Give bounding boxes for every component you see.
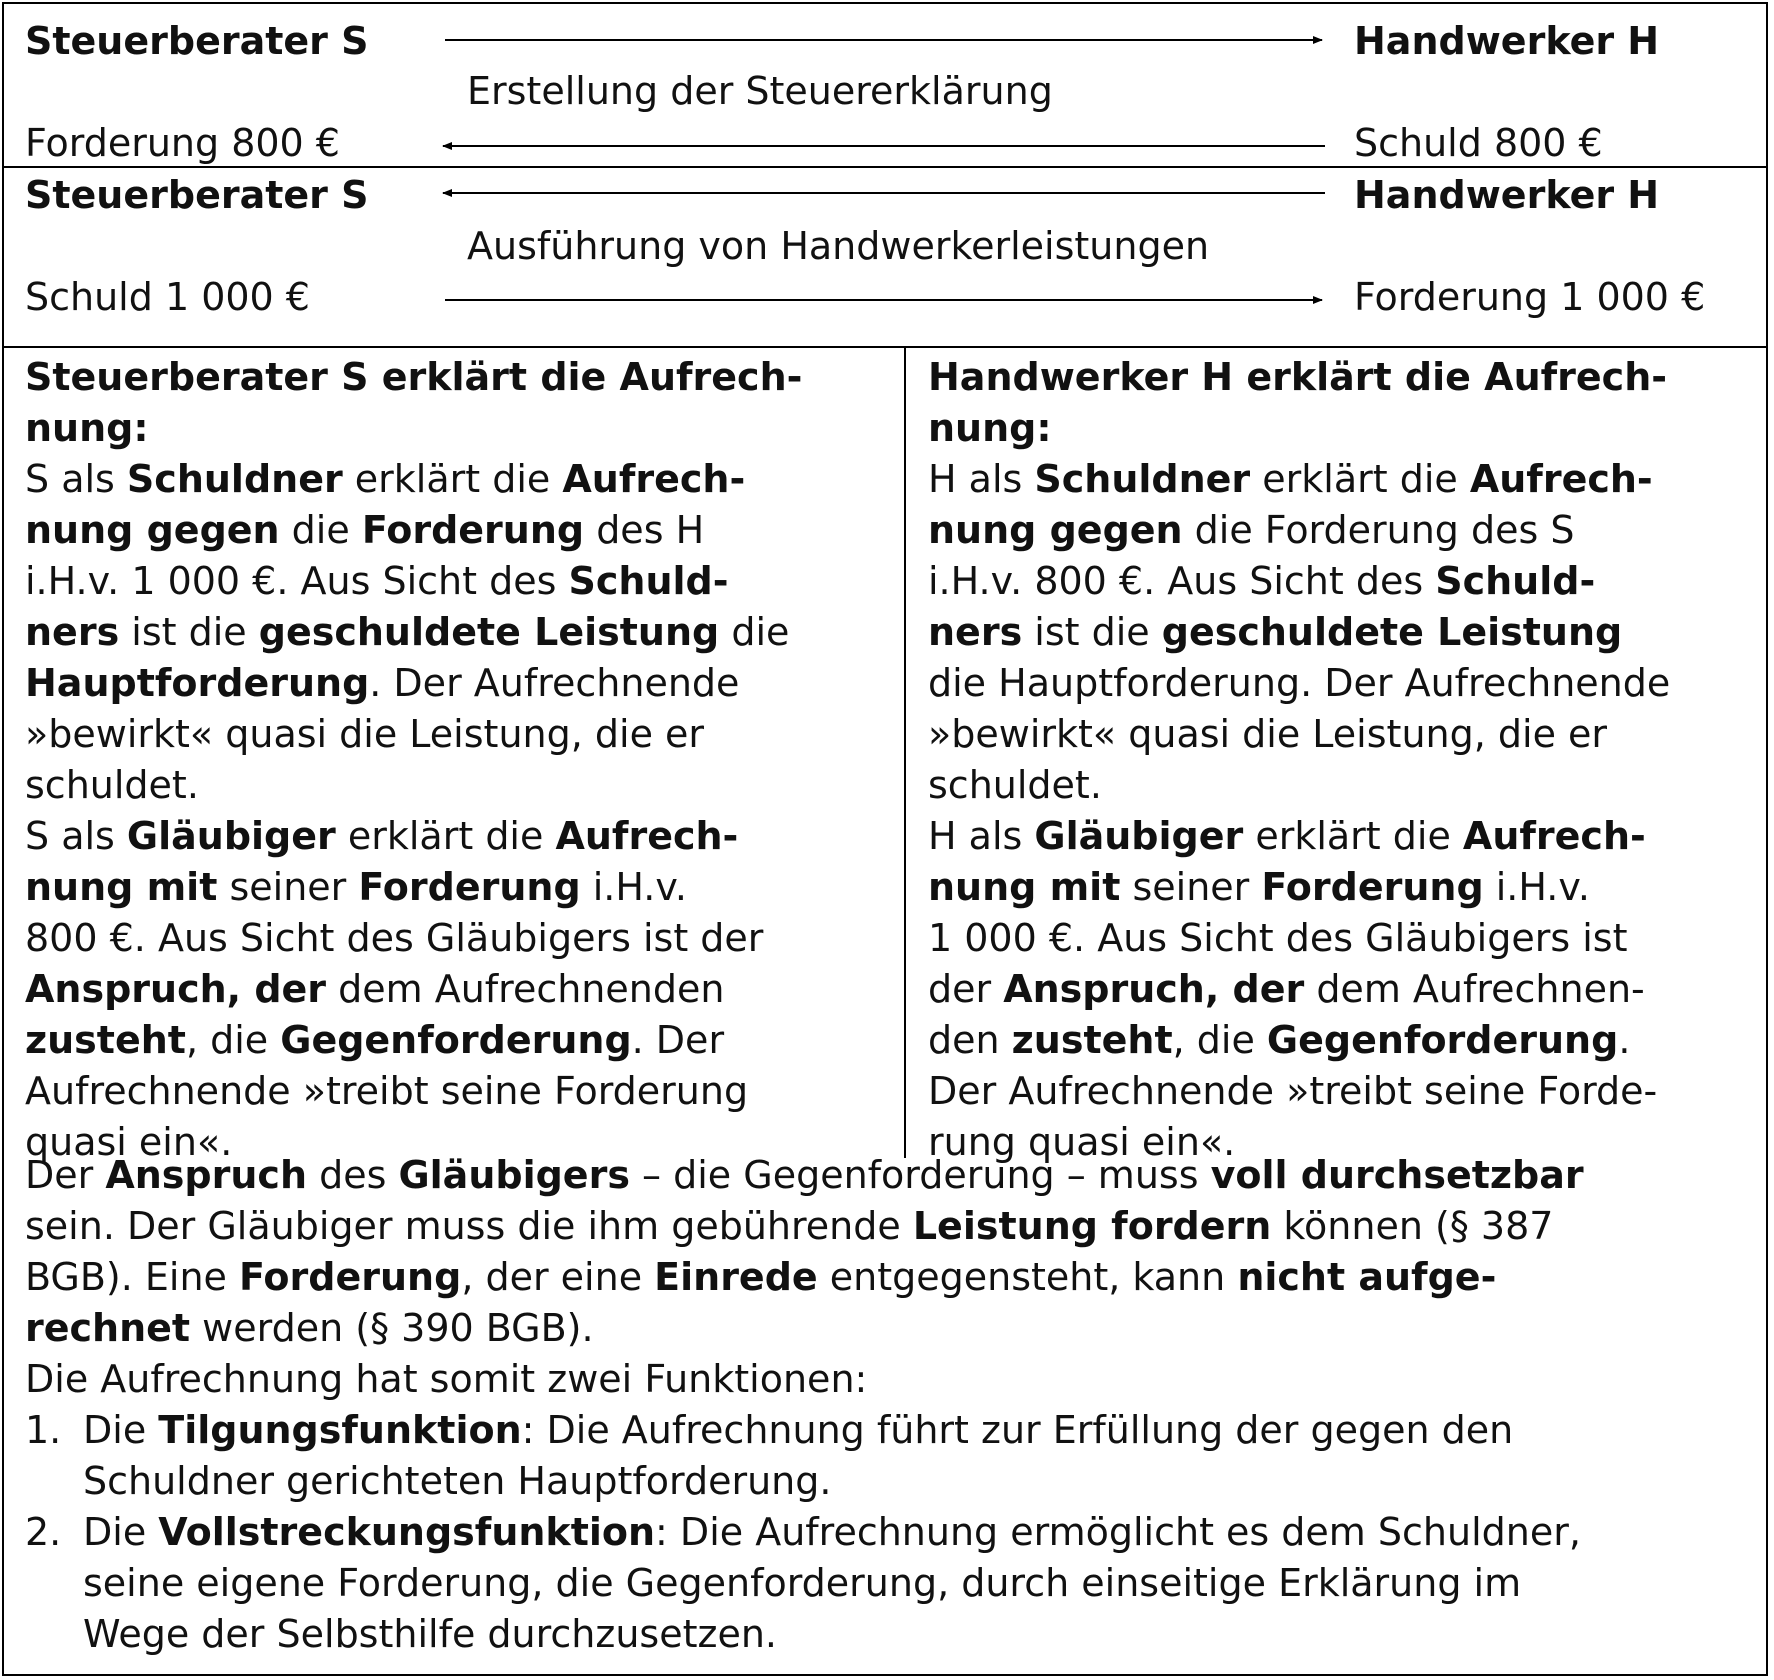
list-item-2-line3: Wege der Selbsthilfe durchzusetzen. [83, 1612, 777, 1656]
middle-right-value: Forderung 1 000 € [1354, 275, 1706, 319]
right-p2-line3: 1 000 €. Aus Sicht des Gläubigers ist [928, 916, 1628, 960]
left-p2-line3: 800 €. Aus Sicht des Gläubigers ist der [25, 916, 764, 960]
right-p1-line1: H als Schuldner erklärt die Aufrech- [928, 457, 1653, 501]
right-heading-line2: nung: [928, 406, 1052, 450]
right-p1-line5: die Hauptforderung. Der Aufrechnende [928, 661, 1671, 705]
list-item-2-line1: Die Vollstreckungsfunktion: Die Aufrechnung ermöglicht es dem Schuldner, [83, 1510, 1581, 1554]
left-p1-line5: Hauptforderung. Der Aufrechnende [25, 661, 740, 705]
right-column [928, 352, 1670, 1168]
list-item-2-line2: seine eigene Forderung, die Gegenforderung, durch einseitige Erklärung im [83, 1561, 1522, 1605]
right-p1-line2: nung gegen die Forderung des S [928, 508, 1575, 552]
bottom-line3: BGB). Eine Forderung, der eine Einrede entgegensteht, kann nicht aufge- [25, 1255, 1497, 1299]
left-p1-line7: schuldet. [25, 763, 199, 807]
top-right-value: Schuld 800 € [1354, 121, 1603, 165]
right-p1-line6: »bewirkt« quasi die Leistung, die er [928, 712, 1608, 756]
left-heading-line1: Steuerberater S erklärt die Aufrech- [25, 355, 803, 399]
left-p1-line4: ners ist die geschuldete Leistung die [25, 610, 790, 654]
left-p2-line6: Aufrechnende »treibt seine Forderung [25, 1069, 749, 1113]
list-number-1: 1. [25, 1408, 62, 1452]
middle-right-title: Handwerker H [1354, 173, 1660, 217]
left-p2-line4: Anspruch, der dem Aufrechnenden [25, 967, 725, 1011]
right-p1-line4: ners ist die geschuldete Leistung [928, 610, 1623, 654]
left-p1-line6: »bewirkt« quasi die Leistung, die er [25, 712, 705, 756]
left-p2-line7: quasi ein«. [25, 1120, 233, 1164]
bottom-text [25, 1150, 1584, 1660]
left-p1-line2: nung gegen die Forderung des H [25, 508, 705, 552]
right-heading-line1: Handwerker H erklärt die Aufrech- [928, 355, 1668, 399]
right-p2-line7: rung quasi ein«. [928, 1120, 1236, 1164]
right-p1-line7: schuldet. [928, 763, 1102, 807]
bottom-line4: rechnet werden (§ 390 BGB). [25, 1306, 594, 1350]
left-p1-line1: S als Schuldner erklärt die Aufrech- [25, 457, 746, 501]
list-number-2: 2. [25, 1510, 62, 1554]
right-p2-line1: H als Gläubiger erklärt die Aufrech- [928, 814, 1646, 858]
right-p2-line2: nung mit seiner Forderung i.H.v. [928, 865, 1590, 909]
bottom-line2: sein. Der Gläubiger muss die ihm gebührende Leistung fordern können (§ 387 [25, 1204, 1554, 1248]
top-right-title: Handwerker H [1354, 19, 1660, 63]
top-left-title: Steuerberater S [25, 19, 369, 63]
right-p2-line4: der Anspruch, der dem Aufrechnen- [928, 967, 1645, 1011]
left-p2-line1: S als Gläubiger erklärt die Aufrech- [25, 814, 739, 858]
top-left-value: Forderung 800 € [25, 121, 340, 165]
bottom-line5: Die Aufrechnung hat somit zwei Funktionen: [25, 1357, 868, 1401]
left-p2-line2: nung mit seiner Forderung i.H.v. [25, 865, 687, 909]
divider-columns [904, 346, 906, 1158]
list-item-2 [25, 1507, 1584, 1660]
list-item-1 [25, 1405, 1584, 1507]
middle-arrow-label: Ausführung von Handwerkerleistungen [467, 224, 1210, 268]
list-item-1-line1: Die Tilgungsfunktion: Die Aufrechnung führt zur Erfüllung der gegen den [83, 1408, 1514, 1452]
bottom-line1: Der Anspruch des Gläubigers – die Gegenforderung – muss voll durchsetzbar [25, 1153, 1584, 1197]
right-p2-line6: Der Aufrechnende »treibt seine Forde- [928, 1069, 1658, 1113]
top-arrow-label: Erstellung der Steuererklärung [467, 69, 1053, 113]
middle-left-title: Steuerberater S [25, 173, 369, 217]
right-p2-line5: den zusteht, die Gegenforderung. [928, 1018, 1631, 1062]
left-column [25, 352, 802, 1168]
middle-left-value: Schuld 1 000 € [25, 275, 310, 319]
right-p1-line3: i.H.v. 800 €. Aus Sicht des Schuld- [928, 559, 1596, 603]
left-p2-line5: zusteht, die Gegenforderung. Der [25, 1018, 725, 1062]
list-item-1-line2: Schuldner gerichteten Hauptforderung. [83, 1459, 832, 1503]
left-p1-line3: i.H.v. 1 000 €. Aus Sicht des Schuld- [25, 559, 729, 603]
left-heading-line2: nung: [25, 406, 149, 450]
